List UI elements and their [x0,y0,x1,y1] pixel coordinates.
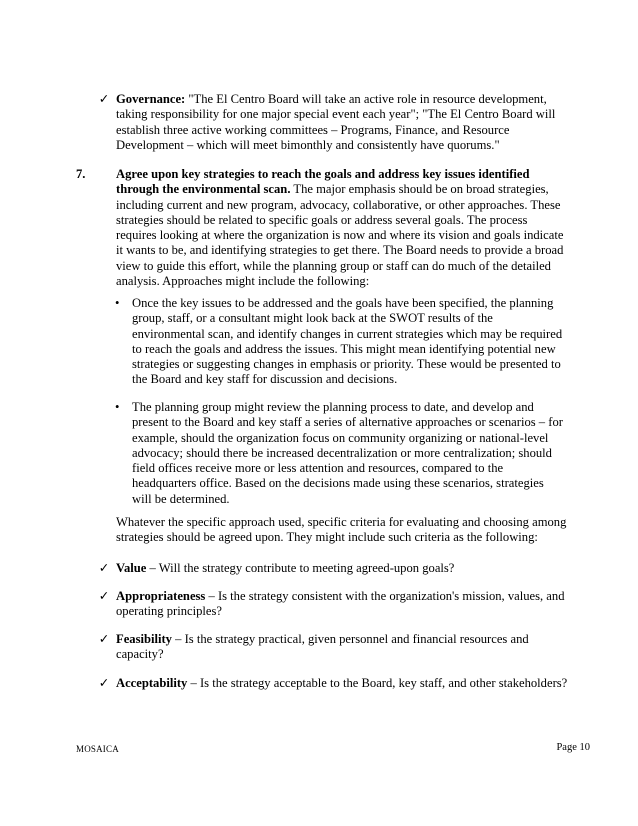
checkmark-icon: ✓ [98,92,110,106]
criteria-item-acceptability [98,676,568,691]
bullet-icon: • [115,400,120,414]
section-7-body: The major emphasis should be on broad strategies, including current and new program, advocacy, collaborative, or other approaches. These strategies should be related to specific goals or address several goals. The process requires looking at where the organization is now and where its vision and goals indicate it wants to be, and identifying strategies to get there. The Board needs to provide a broad view to guide this effort, while the planning group or staff can do much of the detailed analysis. Approaches might include the following: [116,182,564,289]
section-number: 7. [76,167,86,181]
criteria-label: Value [116,561,147,575]
checkmark-icon: ✓ [98,561,110,575]
section-7-heading: Agree upon key strategies to reach the goals and address key issues identified through the environmental scan. [116,167,530,197]
criteria-text: – Is the strategy practical, given personnel and financial resources and capacity? [116,632,529,662]
bullet-text: Once the key issues to be addressed and the goals have been specified, the planning group, staff, or a consultant might look back at the SWOT results of the environmental scan, and identify changes in current strategies which may be required to reach the goals and address the issues. This might mean identifying potential new strategies or suggesting changes in emphasis or priority. These would be presented to the Board and key staff for discussion and decisions. [132,296,563,387]
governance-text: "The El Centro Board will take an active role in resource development, taking responsibility for one major special event each year"; "The El Centro Board will establish three active working committees – Programs, Finance, and Resource Development – which will meet bimonthly and consistently have quorums." [116,92,556,152]
list-item [115,296,564,388]
criteria-text: – Is the strategy consistent with the organization's mission, values, and operating principles? [116,589,565,619]
criteria-label: Feasibility [116,632,172,646]
bullet-icon: • [115,296,120,310]
criteria-text: – Will the strategy contribute to meeting agreed-upon goals? [146,561,455,575]
section-7-paragraph [116,167,568,289]
governance-label: Governance: [116,92,186,106]
criteria-item-value [98,561,568,576]
criteria-label: Appropriateness [116,589,206,603]
criteria-label: Acceptability [116,676,188,690]
checkmark-icon: ✓ [98,589,110,603]
footer-org-name: MOSAICA [76,744,119,754]
footer-page-number: Page 10 [556,742,590,753]
checkmark-icon: ✓ [98,676,110,690]
criteria-item-feasibility [98,632,568,663]
criteria-item-appropriateness [98,589,568,620]
criteria-text: – Is the strategy acceptable to the Board, key staff, and other stakeholders? [187,676,568,690]
list-item [115,400,564,507]
checkmark-icon: ✓ [98,632,110,646]
governance-item [98,92,568,153]
bullet-text: The planning group might review the planning process to date, and develop and present to the Board and key staff a series of alternative approaches or scenarios – for example, should the organization focus on community organizing or national-level advocacy; should there be increased decentralization or more centralization; should field offices receive more or less attention and resources, compared to the headquarters office. Based on the decisions made using these scenarios, strategies will be determined. [132,400,563,506]
criteria-intro: Whatever the specific approach used, specific criteria for evaluating and choosing among strategies should be agreed upon. They might include such criteria as the following: [116,515,567,545]
